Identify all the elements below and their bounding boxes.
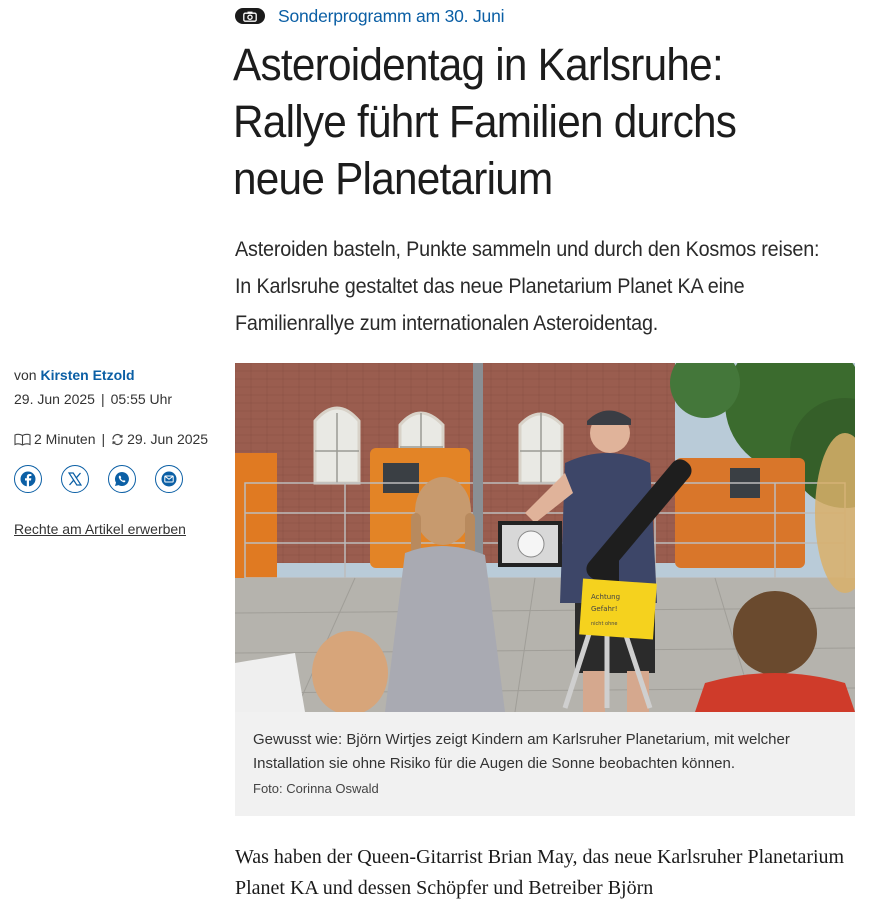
rights-link[interactable]: Rechte am Artikel erwerben: [14, 521, 186, 537]
author-link[interactable]: Kirsten Etzold: [40, 367, 135, 383]
article-meta: [14, 364, 224, 537]
article-teaser: Asteroiden basteln, Punkte sammeln und durch den Kosmos reisen: In Karlsruhe gestaltet das neue Planetarium Planet KA eine Familienrallye zum internationalen Asteroidentag.: [235, 237, 820, 335]
article-headline: Asteroidentag in Karlsruhe: Rallye führt Familien durchs neue Planetarium: [233, 39, 737, 204]
meta-separator: |: [101, 431, 106, 447]
share-facebook-button[interactable]: [14, 465, 42, 493]
article-body-first-paragraph: Was haben der Queen-Gitarrist Brian May, das neue Karlsruher Planetarium Planet KA und dessen Schöpfer und Betreiber Björn: [235, 846, 845, 899]
meta-separator: |: [100, 391, 105, 407]
share-mail-button[interactable]: [155, 465, 183, 493]
book-icon: [14, 433, 31, 446]
reading-info: [14, 428, 208, 450]
x-icon: [68, 472, 82, 486]
photo-credit: Foto: Corinna Oswald: [253, 781, 379, 796]
photo-caption: Gewusst wie: Björn Wirtjes zeigt Kindern am Karlsruher Planetarium, mit welcher Installation sie ohne Risiko für die Augen die Sonne beobachten können.: [253, 731, 790, 772]
publish-date-line: [14, 388, 224, 410]
svg-text:nicht ohne: nicht ohne: [591, 621, 618, 627]
updated-date: 29. Jun 2025: [127, 431, 209, 447]
mail-icon: [161, 471, 177, 487]
refresh-icon: [111, 433, 124, 446]
share-whatsapp-button[interactable]: [108, 465, 136, 493]
photo-gallery-icon: [235, 8, 265, 24]
share-x-button[interactable]: [61, 465, 89, 493]
article-kicker: Sonderprogramm am 30. Juni: [278, 5, 505, 26]
author-line: [14, 364, 224, 386]
read-time: 2 Minuten: [34, 431, 96, 447]
publish-time: 05:55 Uhr: [110, 391, 173, 407]
svg-text:Gefahr!: Gefahr!: [591, 605, 618, 613]
svg-text:Achtung: Achtung: [591, 593, 621, 601]
kicker-row: [235, 4, 504, 28]
share-buttons: [14, 465, 183, 493]
photo-caption-box: [235, 712, 855, 816]
facebook-icon: [20, 471, 36, 487]
author-prefix: von: [14, 367, 37, 383]
publish-date: 29. Jun 2025: [14, 391, 95, 407]
whatsapp-icon: [114, 471, 130, 487]
article-photo[interactable]: [235, 363, 855, 712]
